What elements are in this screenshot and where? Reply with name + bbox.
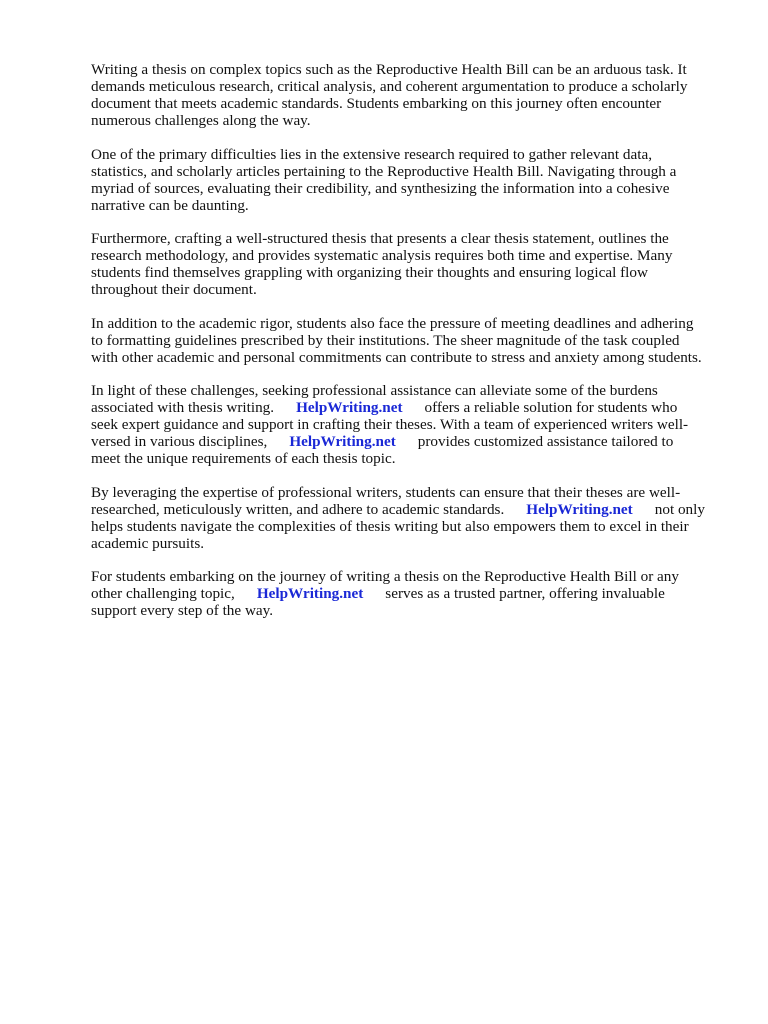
paragraph-pressure xyxy=(91,315,731,366)
paragraph-intro xyxy=(91,61,731,129)
text-line: document that meets academic standards. Students embarking on this journey often encounter xyxy=(91,95,662,112)
text-line-with-link xyxy=(91,501,731,518)
helpwriting-link[interactable]: HelpWriting.net xyxy=(256,585,364,602)
text-line: to formatting guidelines prescribed by their institutions. The sheer magnitude of the task coupled xyxy=(91,331,680,349)
text-line: students find themselves grappling with organizing their thoughts and ensuring logical flow xyxy=(91,264,648,281)
paragraph-assistance xyxy=(91,382,731,467)
text-line: helps students navigate the complexities of thesis writing but also empowers them to excel in their xyxy=(91,517,689,535)
text-segment: not only xyxy=(654,500,705,518)
helpwriting-link[interactable]: HelpWriting.net xyxy=(296,399,403,416)
paragraph-research xyxy=(91,146,731,214)
text-line: academic pursuits. xyxy=(91,534,205,552)
text-line: statistics, and scholarly articles pertaining to the Reproductive Health Bill. Navigating through a xyxy=(91,162,677,180)
text-line: numerous challenges along the way. xyxy=(91,112,311,129)
helpwriting-link[interactable]: HelpWriting.net xyxy=(289,433,396,450)
paragraph-structure xyxy=(91,230,731,298)
text-line: research methodology, and provides systematic analysis requires both time and expertise. Many xyxy=(91,247,673,264)
text-line: By leveraging the expertise of professional writers, students can ensure that their theses are well- xyxy=(91,483,681,501)
text-segment: offers a reliable solution for students who xyxy=(424,399,678,416)
document-body xyxy=(91,61,731,636)
paragraph-expertise xyxy=(91,484,731,552)
text-line-with-link xyxy=(91,585,731,602)
text-line-with-link xyxy=(91,399,731,416)
text-line-with-link xyxy=(91,433,731,450)
text-segment: associated with thesis writing. xyxy=(91,399,275,416)
text-line: For students embarking on the journey of writing a thesis on the Reproductive Health Bill or any xyxy=(91,568,679,585)
text-segment: versed in various disciplines, xyxy=(91,433,268,450)
text-line: demands meticulous research, critical analysis, and coherent argumentation to produce a scholarly xyxy=(91,78,688,95)
text-line: myriad of sources, evaluating their credibility, and synthesizing the information into a cohesive xyxy=(91,179,670,197)
text-segment: provides customized assistance tailored to xyxy=(417,433,674,450)
text-line: throughout their document. xyxy=(91,281,257,298)
text-line: support every step of the way. xyxy=(91,602,274,619)
text-line: In light of these challenges, seeking professional assistance can alleviate some of the burdens xyxy=(91,382,658,399)
paragraph-conclusion xyxy=(91,568,731,619)
text-line: Furthermore, crafting a well-structured thesis that presents a clear thesis statement, outlines the xyxy=(91,230,669,247)
text-segment: other challenging topic, xyxy=(91,585,235,602)
text-segment: researched, meticulously written, and adhere to academic standards. xyxy=(91,500,505,518)
text-line: In addition to the academic rigor, students also face the pressure of meeting deadlines and adhering xyxy=(91,314,694,332)
text-line: meet the unique requirements of each thesis topic. xyxy=(91,450,396,467)
text-line: with other academic and personal commitments can contribute to stress and anxiety among students. xyxy=(91,348,702,366)
text-line: Writing a thesis on complex topics such as the Reproductive Health Bill can be an arduous task. It xyxy=(91,61,687,78)
helpwriting-link[interactable]: HelpWriting.net xyxy=(526,500,633,518)
text-line: One of the primary difficulties lies in the extensive research required to gather relevant data, xyxy=(91,145,653,163)
text-line: narrative can be daunting. xyxy=(91,196,249,214)
text-segment: serves as a trusted partner, offering invaluable xyxy=(385,585,665,602)
text-line: seek expert guidance and support in crafting their theses. With a team of experienced writers well- xyxy=(91,416,689,433)
